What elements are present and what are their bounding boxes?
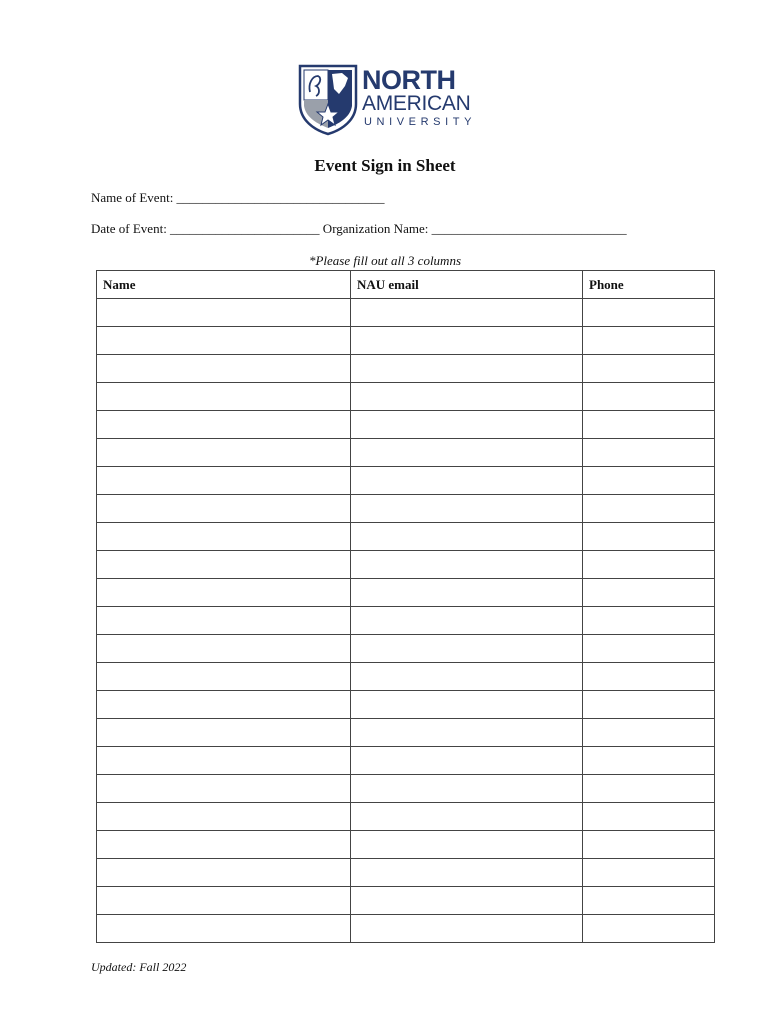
phone-cell[interactable] [583,635,715,663]
nau-email-cell[interactable] [351,691,583,719]
event-date-organization-field[interactable]: Date of Event: _______________________ Organization Name: ______________________________ [91,221,627,236]
table-row [97,439,715,467]
name-cell[interactable] [97,663,351,691]
name-cell[interactable] [97,299,351,327]
nau-email-cell[interactable] [351,411,583,439]
nau-email-cell[interactable] [351,551,583,579]
nau-email-cell[interactable] [351,887,583,915]
name-cell[interactable] [97,775,351,803]
phone-cell[interactable] [583,775,715,803]
table-row [97,495,715,523]
table-row [97,607,715,635]
nau-email-cell[interactable] [351,803,583,831]
nau-email-cell[interactable] [351,439,583,467]
name-cell[interactable] [97,355,351,383]
phone-cell[interactable] [583,803,715,831]
table-row [97,719,715,747]
phone-cell[interactable] [583,383,715,411]
name-cell[interactable] [97,327,351,355]
nau-email-cell[interactable] [351,915,583,943]
table-row [97,523,715,551]
nau-email-cell[interactable] [351,719,583,747]
name-cell[interactable] [97,579,351,607]
phone-cell[interactable] [583,663,715,691]
instruction-text: *Please fill out all 3 columns [308,253,461,268]
table-row [97,327,715,355]
nau-email-cell[interactable] [351,383,583,411]
column-header-phone: Phone [583,271,715,299]
nau-email-cell[interactable] [351,495,583,523]
column-header-name: Name [97,271,351,299]
page-title: Event Sign in Sheet [314,156,456,175]
phone-cell[interactable] [583,523,715,551]
table-row [97,887,715,915]
name-cell[interactable] [97,887,351,915]
event-name-field[interactable]: Name of Event: ________________________________ [91,190,385,205]
phone-cell[interactable] [583,299,715,327]
table-row [97,411,715,439]
nau-email-cell[interactable] [351,663,583,691]
table-row [97,635,715,663]
nau-email-cell[interactable] [351,355,583,383]
nau-email-cell[interactable] [351,635,583,663]
nau-email-cell[interactable] [351,299,583,327]
nau-email-cell[interactable] [351,775,583,803]
shield-crest-icon [298,64,358,136]
name-cell[interactable] [97,719,351,747]
name-cell[interactable] [97,439,351,467]
phone-cell[interactable] [583,691,715,719]
nau-email-cell[interactable] [351,327,583,355]
table-row [97,803,715,831]
table-body [97,299,715,943]
name-cell[interactable] [97,747,351,775]
nau-email-cell[interactable] [351,831,583,859]
logo-text-american: AMERICAN [362,92,471,115]
nau-email-cell[interactable] [351,579,583,607]
table-row [97,579,715,607]
name-cell[interactable] [97,495,351,523]
table-row [97,747,715,775]
logo-text-university: UNIVERSITY [364,116,477,128]
phone-cell[interactable] [583,915,715,943]
phone-cell[interactable] [583,831,715,859]
phone-cell[interactable] [583,747,715,775]
name-cell[interactable] [97,691,351,719]
phone-cell[interactable] [583,467,715,495]
table-row [97,915,715,943]
name-cell[interactable] [97,411,351,439]
nau-email-cell[interactable] [351,747,583,775]
name-cell[interactable] [97,551,351,579]
table-row [97,831,715,859]
name-cell[interactable] [97,803,351,831]
phone-cell[interactable] [583,719,715,747]
table-row [97,775,715,803]
phone-cell[interactable] [583,495,715,523]
phone-cell[interactable] [583,607,715,635]
table-row [97,691,715,719]
phone-cell[interactable] [583,551,715,579]
name-cell[interactable] [97,383,351,411]
table-row [97,663,715,691]
phone-cell[interactable] [583,439,715,467]
phone-cell[interactable] [583,355,715,383]
table-row [97,355,715,383]
table-row [97,299,715,327]
table-row [97,383,715,411]
sign-in-table [96,270,715,943]
nau-email-cell[interactable] [351,467,583,495]
table-row [97,551,715,579]
name-cell[interactable] [97,523,351,551]
table-row [97,859,715,887]
name-cell[interactable] [97,859,351,887]
phone-cell[interactable] [583,859,715,887]
phone-cell[interactable] [583,579,715,607]
logo-text-north: NORTH [362,65,456,95]
table-row [97,467,715,495]
nau-email-cell[interactable] [351,523,583,551]
column-header-nau-email: NAU email [351,271,583,299]
updated-note: Updated: Fall 2022 [91,960,187,974]
university-logo [298,64,478,138]
nau-email-cell[interactable] [351,859,583,887]
nau-email-cell[interactable] [351,607,583,635]
phone-cell[interactable] [583,411,715,439]
name-cell[interactable] [97,467,351,495]
name-cell[interactable] [97,915,351,943]
name-cell[interactable] [97,607,351,635]
table-header-row [97,271,715,299]
name-cell[interactable] [97,635,351,663]
phone-cell[interactable] [583,327,715,355]
name-cell[interactable] [97,831,351,859]
phone-cell[interactable] [583,887,715,915]
